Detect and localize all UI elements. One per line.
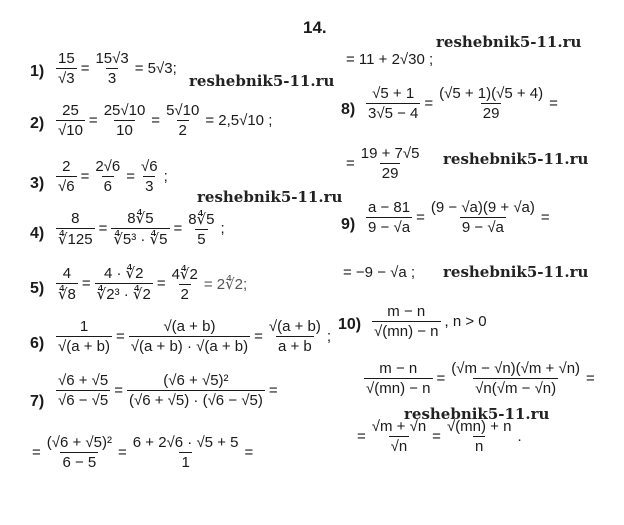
- problem-number: 14.: [303, 18, 327, 37]
- equation-9: $\frac{a - 81}{9 - √a}$ = $\frac{(9 - √a)(9 + √a)}{9 - √a}$ =: [368, 199, 550, 236]
- equation-7-continued: = $\frac{\text{(√6 + √5)²}}{6 - 5}$ = $\frac{6 + 2√6 \cdot √5 + 5}{1}$ =: [32, 434, 254, 471]
- item-number: 4): [30, 225, 45, 242]
- watermark: reshebnik5-11.ru: [436, 33, 582, 51]
- equation-4: $\frac{8}{∜125}$ = $\frac{8∜5}{\text{∜5³ · ∜5}}$ = $\frac{8∜5}{5}$ ;: [58, 209, 225, 248]
- equation-10: $\frac{m - n}{√(mn) - n}$ = $\frac{(√m - √n)(√m + √n)}{√n(√m - √n)}$ =: [366, 360, 595, 397]
- equation-10-condition: $\frac{m - n}{√(mn) - n}$ , n > 0: [374, 303, 487, 340]
- item-number: 3): [30, 175, 45, 192]
- item-number: 8): [341, 101, 356, 118]
- equation-7-result: = 11 + 2√30 ;: [346, 51, 434, 68]
- equation-5: $\frac{4}{∜8}$ = $\frac{4 \cdot ∜2}{\text{∜2³ · ∜2}}$ = $\frac{4∜2}{2}$ = 2∜2;: [58, 264, 248, 303]
- item-number: 10): [338, 316, 362, 333]
- equation-8: $\frac{√5 + 1}{3√5 - 4}$ = $\frac{(√5 + 1)(√5 + 4)}{29}$ =: [368, 85, 558, 122]
- equation-8-continued: = $\frac{19 + 7√5}{29}$: [346, 145, 420, 182]
- equation-7: $\frac{√6 + √5}{√6 - √5}$ = $\frac{\text{(√6 + √5)²}}{(√6 + √5) \cdot (√6 - √5)}$ =: [58, 372, 278, 409]
- watermark: reshebnik5-11.ru: [189, 72, 335, 90]
- watermark: reshebnik5-11.ru: [443, 263, 589, 281]
- equation-9-result: = −9 − √a ;: [343, 264, 416, 281]
- equation-10-result: = $\frac{√m + √n}{√n}$ = $\frac{√(mn) + n}{n}$ .: [357, 418, 522, 455]
- item-number: 7): [30, 393, 45, 410]
- item-number: 2): [30, 115, 45, 132]
- item-number: 5): [30, 280, 45, 297]
- item-number: 9): [341, 216, 356, 233]
- equation-6: $\frac{1}{√(a + b)}$ = $\frac{√(a + b)}{√(a + b) \cdot √(a + b)}$ = $\frac{√(a + b)}{a + b}$ ;: [58, 318, 332, 355]
- item-number: 1): [30, 63, 45, 80]
- equation-3: $\frac{2}{√6}$ = $\frac{2√6}{6}$ = $\frac{√6}{3}$ ;: [58, 158, 168, 195]
- watermark: reshebnik5-11.ru: [404, 405, 550, 423]
- equation-2: $\frac{25}{√10}$ = $\frac{25√10}{10}$ = $\frac{5√10}{2}$ = 2,5√10 ;: [58, 102, 273, 139]
- item-number: 6): [30, 335, 45, 352]
- equation-1: $\frac{15}{√3}$ = $\frac{15√3}{3}$ = 5√3;: [58, 50, 177, 87]
- watermark: reshebnik5-11.ru: [443, 150, 589, 168]
- watermark: reshebnik5-11.ru: [197, 188, 343, 206]
